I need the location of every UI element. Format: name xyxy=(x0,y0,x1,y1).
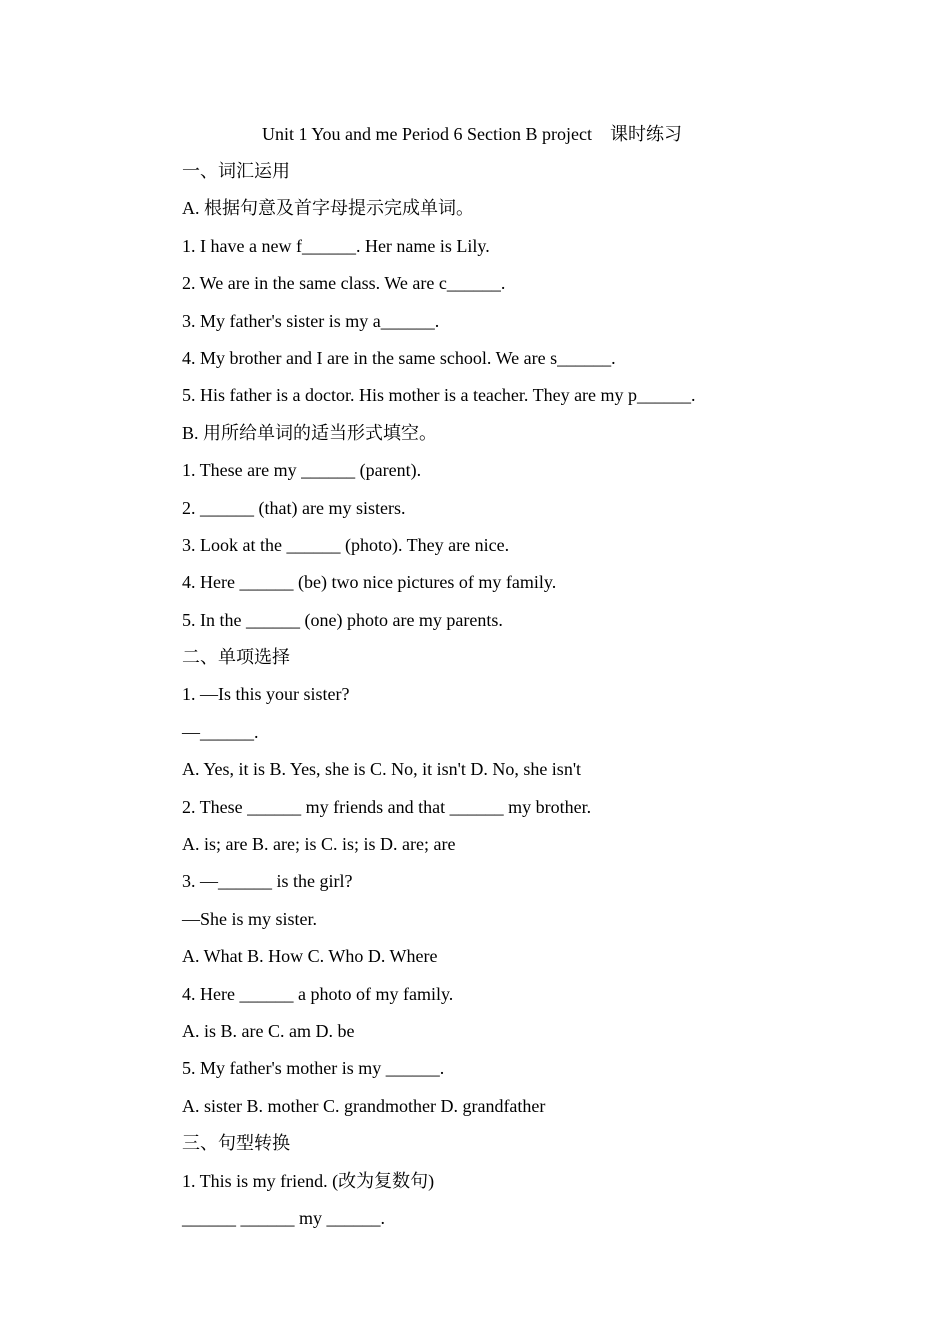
question-line: 4. My brother and I are in the same school. We are s______. xyxy=(182,347,616,368)
question-line: 2. ______ (that) are my sisters. xyxy=(182,497,406,518)
options-line: A. Yes, it is B. Yes, she is C. No, it isn't D. No, she isn't xyxy=(182,759,582,780)
options-line: A. What B. How C. Who D. Where xyxy=(182,946,438,967)
subsection-instruction: A. 根据句意及首字母提示完成单词。 xyxy=(182,198,474,219)
answer-line: —She is my sister. xyxy=(182,908,318,929)
question-line: 1. This is my friend. (改为复数句) xyxy=(182,1170,435,1191)
question-line: 4. Here ______ (be) two nice pictures of my family. xyxy=(182,572,557,593)
worksheet-body xyxy=(182,158,882,1242)
question-line: 5. My father's mother is my ______. xyxy=(182,1058,445,1079)
question-line: 3. Look at the ______ (photo). They are nice. xyxy=(182,534,510,555)
question-line: 2. These ______ my friends and that ______ my brother. xyxy=(182,796,592,817)
subsection-instruction: B. 用所给单词的适当形式填空。 xyxy=(182,422,438,443)
question-line: 5. In the ______ (one) photo are my parents. xyxy=(182,609,503,630)
answer-line: ______ ______ my ______. xyxy=(182,1207,386,1228)
section-heading: 一、词汇运用 xyxy=(182,161,290,181)
section-heading: 三、句型转换 xyxy=(182,1133,290,1154)
question-line: 5. His father is a doctor. His mother is a teacher. They are my p______. xyxy=(182,385,696,406)
answer-line: —______. xyxy=(182,721,259,742)
section-heading: 二、单项选择 xyxy=(182,647,290,668)
question-line: 4. Here ______ a photo of my family. xyxy=(182,983,454,1004)
question-line: 3. My father's sister is my a______. xyxy=(182,310,440,331)
question-line: 3. —______ is the girl? xyxy=(182,871,353,892)
options-line: A. sister B. mother C. grandmother D. grandfather xyxy=(182,1095,546,1116)
question-line: 2. We are in the same class. We are c______. xyxy=(182,273,506,294)
question-line: 1. I have a new f______. Her name is Lily. xyxy=(182,235,490,256)
options-line: A. is; are B. are; is C. is; is D. are; are xyxy=(182,834,456,855)
question-line: 1. —Is this your sister? xyxy=(182,684,350,705)
question-line: 1. These are my ______ (parent). xyxy=(182,460,422,481)
page-title: Unit 1 You and me Period 6 Section B project 课时练习 xyxy=(262,124,682,144)
options-line: A. is B. are C. am D. be xyxy=(182,1020,355,1041)
